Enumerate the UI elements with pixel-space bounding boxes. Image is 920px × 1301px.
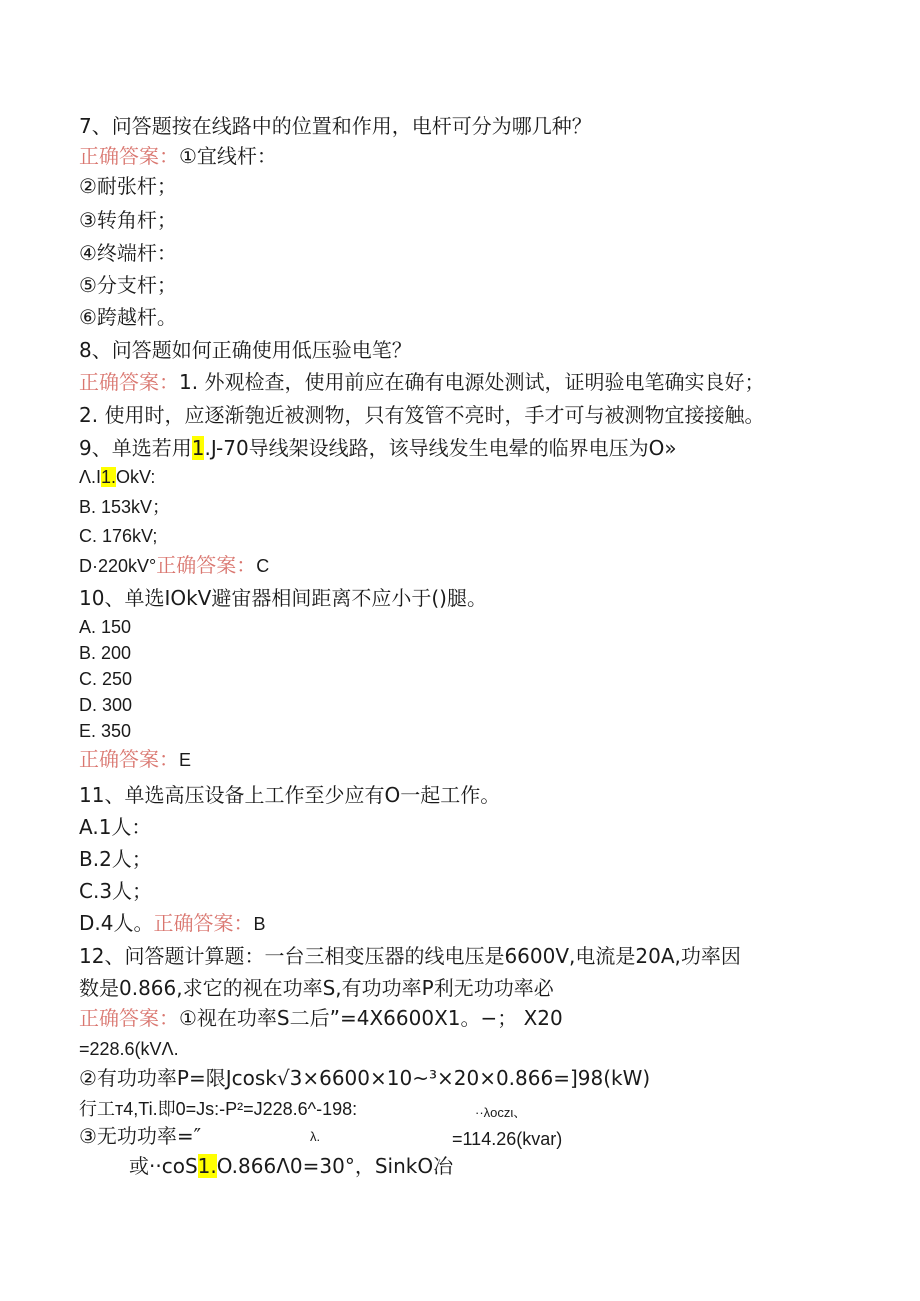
highlight: 1. [197,1154,217,1178]
answer-item: ⑤分支杆； [79,273,177,297]
question-11-title: 11、单选高压设备上工作至少应有O一起工作。 [79,783,501,807]
answer-fragment: =114.26(kvar) [452,1129,563,1149]
question-10-title: 10、单选IOkV避宙器相间距离不应小于()腿。 [79,586,487,610]
answer-line [79,1008,563,1028]
answer-text: 1. 外观检查，使用前应在确有电源处测试，证明验电笔确实良好； [179,370,765,394]
option: B. 200 [79,643,132,663]
answer-text: ①宜线杆： [179,144,277,168]
option: E. 350 [79,721,132,741]
answer-label: 正确答案： [79,749,179,771]
answer-line: =228.6(kVΛ. [79,1039,179,1059]
question-12-title-line2: 数是0.866,求它的视在功率S,有功功率P利无功功率必 [79,976,554,1000]
answer-line: 2. 使用时，应逐渐匏近被测物，只有笈管不亮时，手才可与被测物宜接接触。 [79,403,765,427]
answer-line: ③无功功率=″ [79,1124,202,1148]
answer-line: 或··coS1.O.866Λ0=30°，SinkO冶 [129,1154,454,1178]
answer-line [79,372,764,392]
answer-line [79,146,277,166]
option-a: Λ.I1.OkV: [79,467,156,487]
question-12-title-line1: 12、问答题计算题：一台三相变压器的线电压是6600V,电流是20A,功率因 [79,944,741,968]
answer-label: 正确答案： [153,911,254,935]
answer-item: ④终端杆： [79,241,177,265]
highlight: 1. [101,467,117,487]
question-7-title: 7、问答题按在线路中的位置和作用，电杆可分为哪几种？ [79,114,592,138]
answer-fragment: λ. [310,1129,321,1144]
answer-label: 正确答案： [156,555,257,577]
option-d-answer-line: D.4人。正确答案：B [79,911,266,935]
answer-value: C [256,556,270,576]
answer-value: B [253,914,266,934]
answer-label: 正确答案： [79,1006,179,1030]
option: B.2人； [79,847,152,871]
answer-item: ⑥跨越杆。 [79,305,177,329]
option: C.3人； [79,879,153,903]
answer-item: ③转角杆； [79,208,177,232]
answer-line: ②有功功率P=限Jcosk√3×6600×10~³×20×0.866=]98(kW) [79,1066,651,1090]
answer-value: E [179,750,192,770]
option: A. 150 [79,617,132,637]
highlight: 1 [191,436,205,460]
answer-line: 行工т4,Ti.即0=Js:-P²=J228.6^-198: [79,1099,358,1119]
answer-fragment: ··λoczι、 [475,1105,527,1120]
question-8-title: 8、问答题如何正确使用低压验电笔？ [79,338,412,362]
option: A.1人： [79,815,152,839]
answer-text: ①视在功率S二后”=4X6600X1。−； X20 [179,1006,563,1030]
option-b: B. 153kV； [79,497,171,517]
answer-line [79,750,191,770]
answer-label: 正确答案： [79,370,179,394]
answer-label: 正确答案： [79,144,179,168]
option-d-answer-line: D·220kV°正确答案：C [79,555,270,577]
question-9-title: 9、单选若用1.J-70导线架设线路，该导线发生电晕的临界电压为O» [79,436,677,460]
answer-item: ②耐张杆； [79,174,177,198]
option-c: C. 176kV; [79,526,158,546]
option: C. 250 [79,669,133,689]
option: D. 300 [79,695,133,715]
